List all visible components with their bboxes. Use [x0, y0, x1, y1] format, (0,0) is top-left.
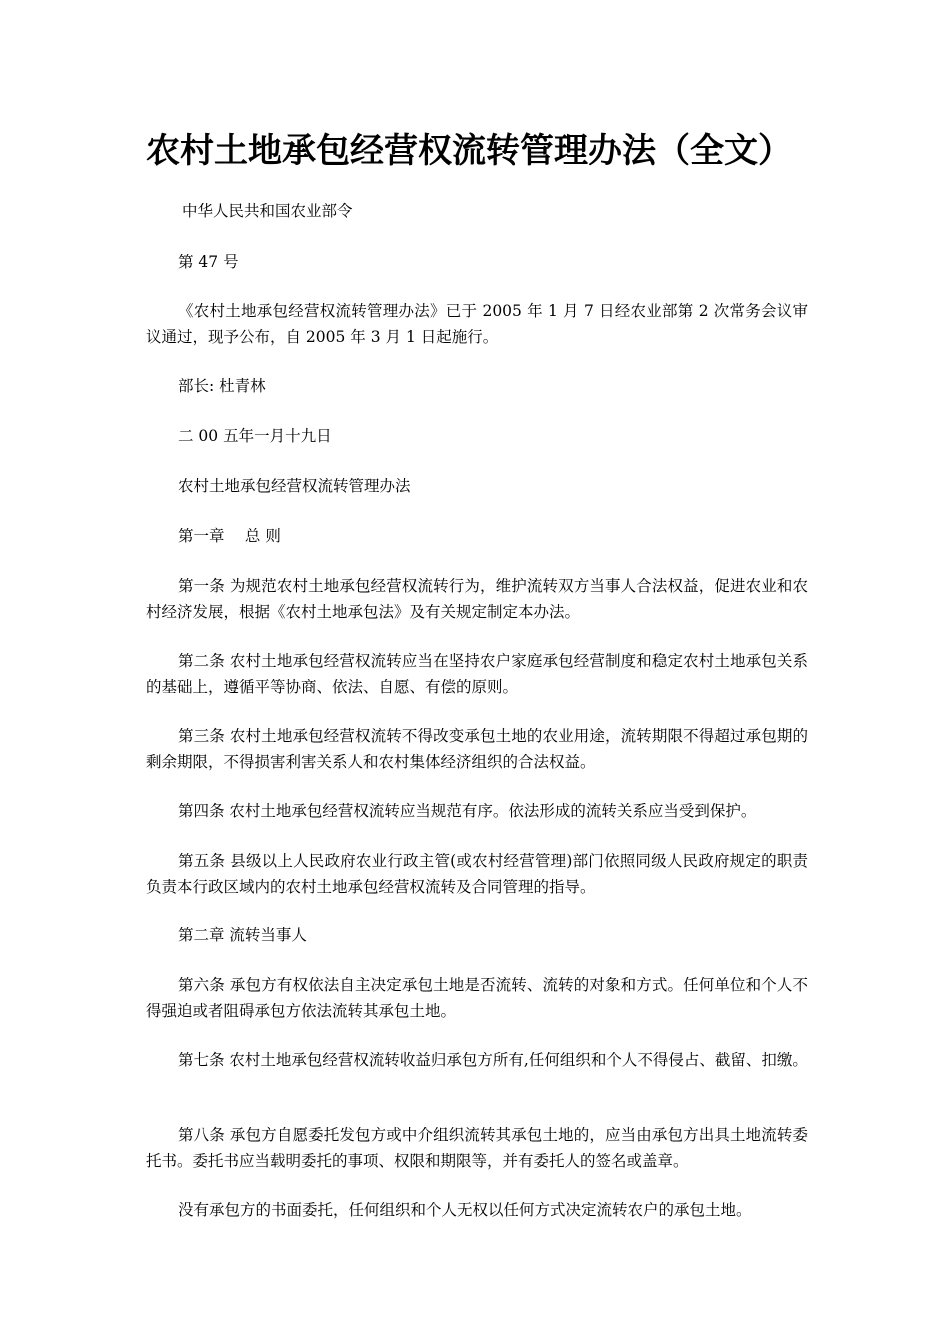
article-paragraph: 第四条 农村土地承包经营权流转应当规范有序。依法形成的流转关系应当受到保护。: [178, 802, 757, 820]
article-paragraph: 第七条 农村土地承包经营权流转收益归承包方所有,任何组织和个人不得侵占、截留、扣缴。: [178, 1051, 808, 1069]
article-paragraph: 没有承包方的书面委托，任何组织和个人无权以任何方式决定流转农户的承包土地。: [178, 1201, 752, 1219]
regulation-name: 农村土地承包经营权流转管理办法: [178, 477, 411, 495]
issuing-authority: 中华人民共和国农业部令: [182, 202, 353, 220]
minister-signature: 部长: 杜青林: [178, 377, 266, 395]
document-title: 农村土地承包经营权流转管理办法（全文）: [146, 131, 792, 171]
intro-paragraph: 《农村土地承包经营权流转管理办法》已于 2005 年 1 月 7 日经农业部第 2 次常务会议审议通过，现予公布，自 2005 年 3 月 1 日起施行。: [146, 302, 808, 346]
article-paragraph: 第一条 为规范农村土地承包经营权流转行为，维护流转双方当事人合法权益，促进农业和农村经济发展，根据《农村土地承包法》及有关规定制定本办法。: [146, 577, 808, 621]
chapter-heading: 第一章 总 则: [178, 527, 281, 545]
article-paragraph: 第三条 农村土地承包经营权流转不得改变承包土地的农业用途，流转期限不得超过承包期的剩余期限，不得损害利害关系人和农村集体经济组织的合法权益。: [146, 727, 808, 771]
article-paragraph: 第二条 农村土地承包经营权流转应当在坚持农户家庭承包经营制度和稳定农村土地承包关系的基础上，遵循平等协商、依法、自愿、有偿的原则。: [146, 652, 808, 696]
article-paragraph: 第八条 承包方自愿委托发包方或中介组织流转其承包土地的，应当由承包方出具土地流转委托书。委托书应当载明委托的事项、权限和期限等，并有委托人的签名或盖章。: [146, 1126, 808, 1170]
article-paragraph: 第六条 承包方有权依法自主决定承包土地是否流转、流转的对象和方式。任何单位和个人不得强迫或者阻碍承包方依法流转其承包土地。: [146, 976, 808, 1020]
issue-date: 二 00 五年一月十九日: [178, 427, 332, 445]
chapter-heading: 第二章 流转当事人: [178, 926, 307, 944]
order-number: 第 47 号: [178, 253, 239, 271]
article-paragraph: 第五条 县级以上人民政府农业行政主管(或农村经营管理)部门依照同级人民政府规定的职责负责本行政区域内的农村土地承包经营权流转及合同管理的指导。: [146, 852, 808, 896]
